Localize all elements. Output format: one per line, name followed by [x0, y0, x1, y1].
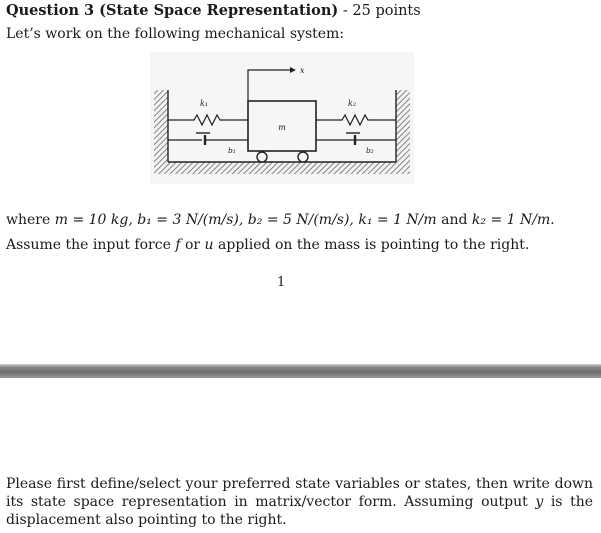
- param-b1: b₁ = 3 N/(m/s),: [137, 212, 244, 228]
- b2-label: b₂: [366, 146, 374, 155]
- mechanical-system-figure: [150, 52, 414, 184]
- b1-label: b₁: [228, 146, 236, 155]
- left-wall: [154, 90, 168, 174]
- ground: [154, 162, 410, 174]
- param-m: m = 10 kg,: [54, 212, 133, 228]
- x-label: x: [300, 66, 305, 75]
- mass-label: m: [278, 123, 286, 132]
- mechanical-system-diagram: [150, 52, 414, 184]
- wheel-left: [257, 152, 267, 162]
- question-title: Question 3 (State Space Representation): [6, 2, 339, 19]
- question-points: - 25 points: [342, 3, 421, 19]
- right-wall: [396, 90, 410, 174]
- param-b2: b₂ = 5 N/(m/s),: [247, 212, 354, 228]
- question-intro: Let’s work on the following mechanical system:: [6, 26, 345, 42]
- page-number: 1: [277, 275, 286, 290]
- page-separator: [0, 364, 601, 378]
- param-k1: k₁ = 1 N/m: [358, 212, 437, 228]
- task-paragraph: Please first define/select your preferred state variables or states, then write down its state space representation in matrix/vector form. Assuming output y is the displacement also pointing to the right.: [6, 476, 593, 528]
- param-k2: k₂ = 1 N/m.: [471, 212, 555, 228]
- k2-label: k₂: [347, 99, 357, 108]
- wheel-right: [298, 152, 308, 162]
- input-force-assumption: Assume the input force f or u applied on the mass is pointing to the right.: [6, 237, 530, 253]
- question-heading: [6, 2, 421, 19]
- k1-label: k₁: [199, 99, 209, 108]
- parameter-values: where m = 10 kg, b₁ = 3 N/(m/s), b₂ = 5 N/(m/s), k₁ = 1 N/m and k₂ = 1 N/m.: [6, 212, 555, 228]
